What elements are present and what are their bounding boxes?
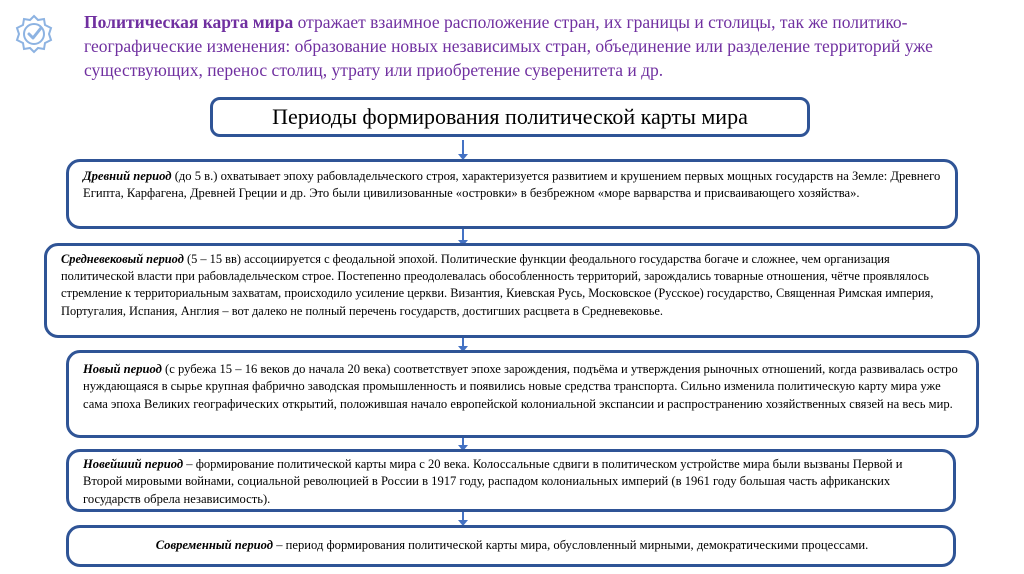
check-badge-icon — [14, 14, 54, 54]
period-box-contemporary — [66, 525, 956, 567]
period-name: Средневековый период — [61, 252, 184, 266]
arrow-down-icon — [458, 510, 468, 526]
period-text: (5 – 15 вв) ассоциируется с феодальной эпохой. Политические функции феодального государства богаче и сложнее, чем организация политической власти при рабовладельческом строе. Постепенно преодолевалась обособленность территорий, зарождались товарные отношения, чётче проявлялось стремление к территориальным захватам, происходило усиление церкви. Византия, Киевская Русь, Московское (Русское) государство, Священная Римская империя, Португалия, Испания, Англия – вот далеко не полный перечень государств, достигших расцвета в Средневековье. — [61, 252, 934, 318]
intro-paragraph — [84, 10, 1004, 82]
period-name: Новый период — [83, 362, 162, 376]
period-text: (с рубежа 15 – 16 веков до начала 20 века) соответствует эпохе зарождения, подъёма и утверждения рыночных отношений, когда развивалась остро нуждающаяся в сырье крупная фабрично заводская промышленность и появились новые средства транспорта. Сильно изменила политическую карту мира уже сама эпоха Великих географических открытий, положившая начало европейской колониальной экспансии и распространению хозяйственных связей на весь мир. — [83, 362, 958, 411]
intro-text: отражает взаимное расположение стран, их границы и столицы, так же политико-географические изменения: образование новых независимых стран, объединение или разделение территорий уже существующих, перенос столиц, утрату или приобретение суверенитета и др. — [84, 12, 933, 80]
period-box-ancient — [66, 159, 958, 229]
period-box-newest — [66, 449, 956, 512]
intro-term: Политическая карта мира — [84, 12, 294, 32]
period-name: Древний период — [83, 169, 172, 183]
period-text: – формирование политической карты мира с 20 века. Колоссальные сдвиги в политическом устройстве мира были вызваны Первой и Второй мировыми войнами, социальной революцией в России в 1917 году, распадом колониальных империй (в 1961 году большая часть африканских государств обрела независимость). — [83, 457, 903, 506]
period-name: Современный период — [155, 538, 274, 553]
period-box-medieval — [44, 243, 980, 338]
period-name: Новейший период — [83, 457, 184, 471]
arrow-down-icon — [458, 140, 468, 160]
period-text: (до 5 в.) охватывает эпоху рабовладельческого строя, характеризуется развитием и крушением первых мощных государств на Земле: Древнего Египта, Карфагена, Древней Греции и др. Это были цивилизованные «островки» в безбрежном «море варварства и присваивающего хозяйства». — [83, 169, 941, 201]
period-box-modern — [66, 350, 979, 438]
diagram-title: Периоды формирования политической карты мира — [210, 97, 810, 137]
period-text: – период формирования политической карты мира, обусловленный мирными, демократическими процессами. — [273, 538, 869, 553]
